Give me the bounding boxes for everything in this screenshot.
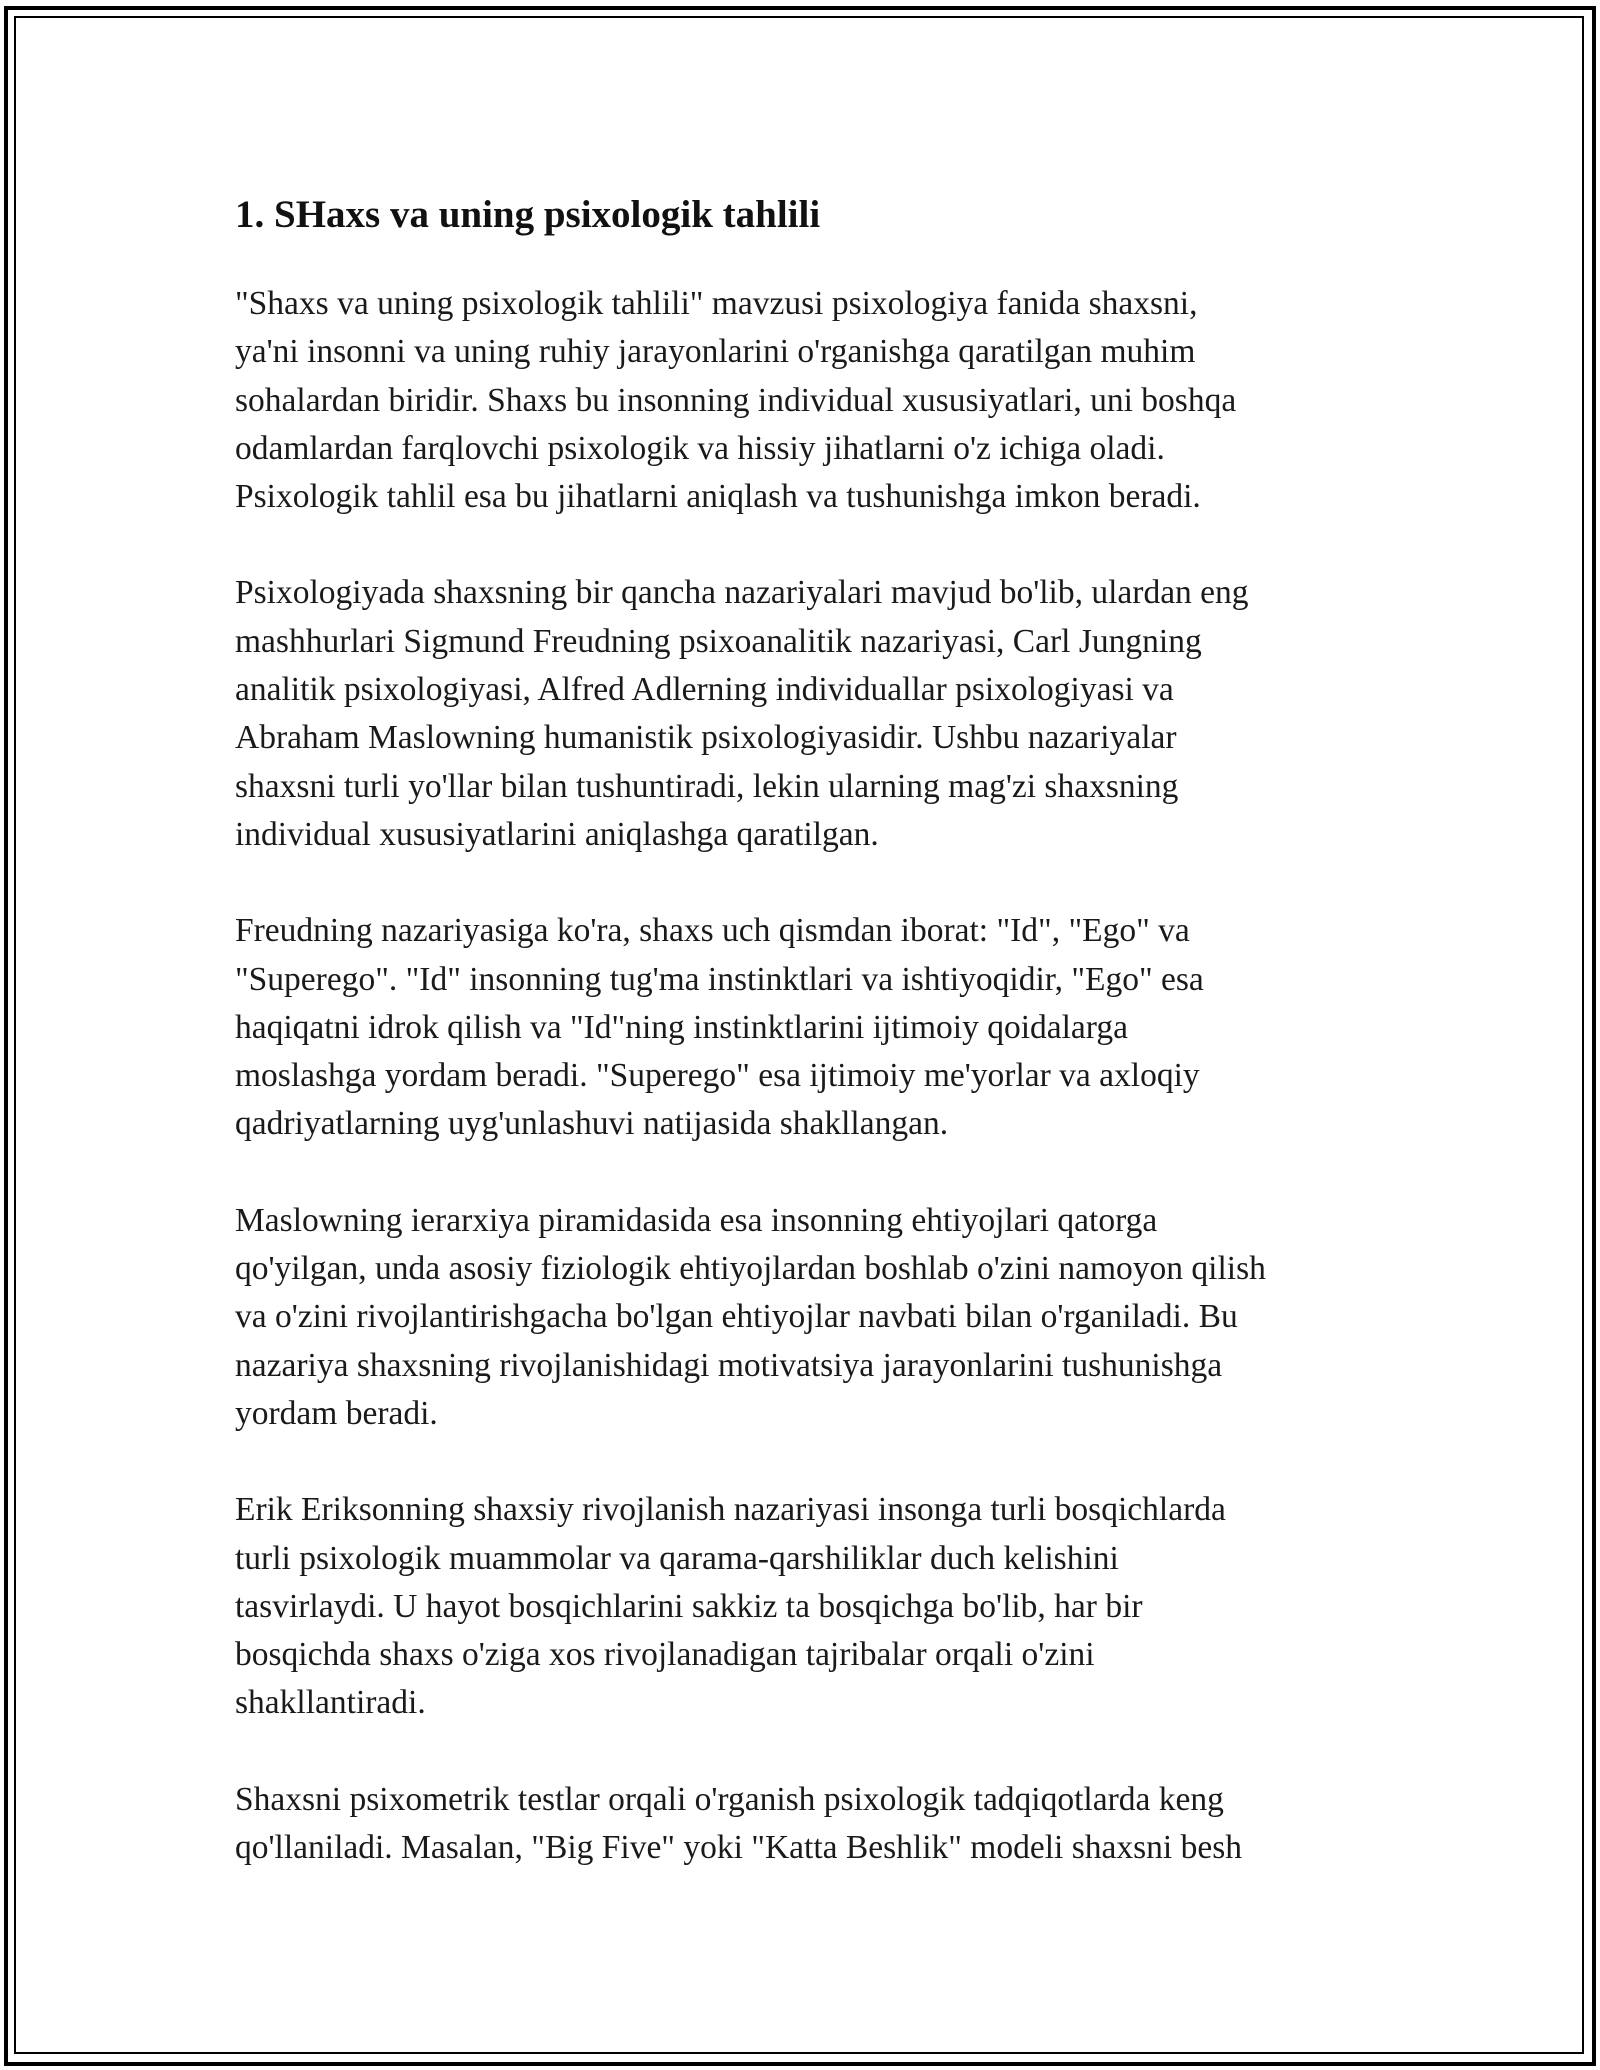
paragraph-line: moslashga yordam beradi. "Superego" esa ijtimoiy me'yorlar va axloqiy [235, 1057, 1200, 1095]
paragraph-line: analitik psixologiyasi, Alfred Adlerning individuallar psixologiyasi va [235, 671, 1174, 709]
paragraph-line: nazariya shaxsning rivojlanishidagi motivatsiya jarayonlarini tushunishga [235, 1346, 1223, 1384]
paragraph-line: Freudning nazariyasiga ko'ra, shaxs uch qismdan iborat: "Id", "Ego" va [235, 912, 1190, 950]
paragraph-line: va o'zini rivojlantirishgacha bo'lgan ehtiyojlar navbati bilan o'rganiladi. Bu [235, 1298, 1238, 1336]
paragraph-line: "Shaxs va uning psixologik tahlili" mavzusi psixologiya fanida shaxsni, [235, 285, 1198, 322]
body-paragraph [235, 1197, 1375, 1438]
body-paragraph [235, 907, 1375, 1148]
paragraph-line: qo'llaniladi. Masalan, "Big Five" yoki "Katta Beshlik" modeli shaxsni besh [235, 1829, 1242, 1867]
paragraph-line: Psixologiyada shaxsning bir qancha nazariyalari mavjud bo'lib, ulardan eng [235, 574, 1249, 612]
body-paragraph [235, 1776, 1375, 1873]
paragraph-line: tasvirlaydi. U hayot bosqichlarini sakkiz ta bosqichga bo'lib, har bir [235, 1587, 1143, 1625]
paragraph-line: sohalardan biridir. Shaxs bu insonning individual xususiyatlari, uni boshqa [235, 381, 1237, 419]
paragraph-line: Erik Eriksonning shaxsiy rivojlanish nazariyasi insonga turli bosqichlarda [235, 1491, 1226, 1529]
paragraph-line: Abraham Maslowning humanistik psixologiyasidir. Ushbu nazariyalar [235, 719, 1177, 757]
paragraph-line: qadriyatlarning uyg'unlashuvi natijasida shakllangan. [235, 1105, 949, 1143]
body-paragraph [235, 569, 1375, 859]
paragraph-line: individual xususiyatlarini aniqlashga qaratilgan. [235, 815, 879, 853]
paragraph-line: mashhurlari Sigmund Freudning psixoanalitik nazariyasi, Carl Jungning [235, 622, 1202, 660]
body-paragraph [235, 1486, 1375, 1727]
paragraph-line: "Superego". "Id" insonning tug'ma instinktlari va ishtiyoqidir, "Ego" esa [235, 960, 1204, 998]
paragraph-line: yordam beradi. [235, 1394, 438, 1432]
paragraph-line: ya'ni insonni va uning ruhiy jarayonlarini o'rganishga qaratilgan muhim [235, 333, 1196, 371]
paragraph-list [235, 280, 1375, 1872]
section-heading: 1. SHaxs va uning psixologik tahlili [235, 193, 821, 236]
paragraph-line: Psixologik tahlil esa bu jihatlarni aniqlash va tushunishga imkon beradi. [235, 478, 1201, 516]
paragraph-line: Shaxsni psixometrik testlar orqali o'rganish psixologik tadqiqotlarda keng [235, 1780, 1224, 1818]
body-paragraph [235, 280, 1375, 521]
paragraph-line: qo'yilgan, unda asosiy fiziologik ehtiyojlardan boshlab o'zini namoyon qilish [235, 1250, 1266, 1288]
paragraph-line: shaxsni turli yo'llar bilan tushuntiradi, lekin ularning mag'zi shaxsning [235, 767, 1179, 805]
paragraph-line: odamlardan farqlovchi psixologik va hissiy jihatlarni o'z ichiga oladi. [235, 429, 1165, 467]
paragraph-line: haqiqatni idrok qilish va "Id"ning instinktlarini ijtimoiy qoidalarga [235, 1008, 1128, 1046]
paragraph-line: bosqichda shaxs o'ziga xos rivojlanadigan tajribalar orqali o'zini [235, 1636, 1095, 1674]
document-body [235, 186, 1375, 1920]
paragraph-line: shakllantiradi. [235, 1684, 426, 1722]
paragraph-line: Maslowning ierarxiya piramidasida esa insonning ehtiyojlari qatorga [235, 1201, 1158, 1239]
paragraph-line: turli psixologik muammolar va qarama-qarshiliklar duch kelishini [235, 1539, 1119, 1577]
